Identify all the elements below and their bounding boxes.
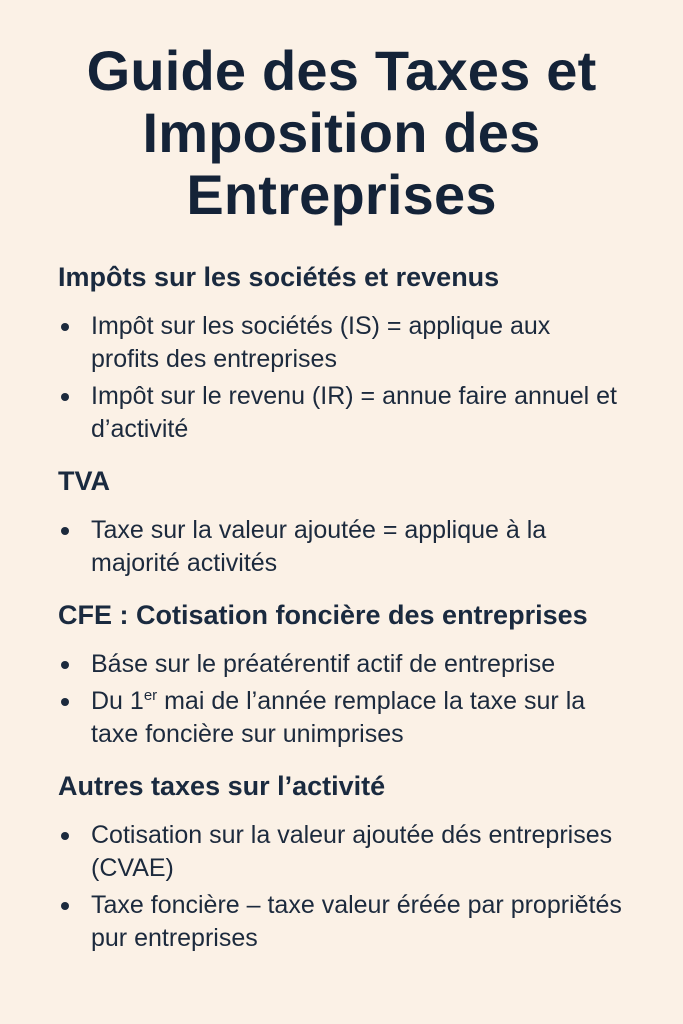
section-heading: Impôts sur les sociétés et revenus [58, 262, 500, 292]
bullet-icon [61, 832, 69, 840]
section-corporate-income-tax [58, 260, 625, 446]
list-item [58, 310, 625, 376]
list-item [58, 380, 625, 446]
bullet-icon [61, 661, 69, 669]
section-cfe [58, 598, 625, 751]
page-title: Guide des Taxes et Imposition des Entreprises [86, 39, 597, 226]
list-item-text: Cotisation sur la valeur ajoutée dés entreprises (CVAE) [91, 821, 613, 882]
list-item [58, 889, 625, 955]
bullet-list [58, 648, 625, 751]
bullet-icon [61, 527, 69, 535]
list-item-text [91, 687, 585, 748]
bullet-list [58, 514, 625, 580]
list-item [58, 648, 625, 681]
bullet-icon [61, 323, 69, 331]
list-item-text: Taxe foncière – taxe valeur éréée par propriětés pur entreprises [91, 891, 622, 952]
list-item-text: Impôt sur le revenu (IR) = annue faire annuel et d’activité [91, 382, 617, 443]
bullet-icon [61, 393, 69, 401]
section-other-taxes [58, 769, 625, 955]
bullet-list [58, 310, 625, 446]
list-item [58, 685, 625, 751]
list-item-text: Impôt sur les sociétés (IS) = applique aux profits des entreprises [91, 312, 551, 373]
list-item [58, 819, 625, 885]
bullet-list [58, 819, 625, 955]
section-heading: TVA [58, 466, 110, 496]
section-heading: Autres taxes sur l’activité [58, 771, 386, 801]
ordinal-superscript: er [143, 687, 158, 704]
section-heading: CFE : Cotisation foncière des entreprises [58, 600, 588, 630]
bullet-icon [61, 698, 69, 706]
list-item-text: Taxe sur la valeur ajoutée = applique à la majorité activités [91, 516, 547, 577]
list-item [58, 514, 625, 580]
section-vat [58, 464, 625, 580]
list-item-text-start: Du 1 [91, 687, 144, 715]
list-item-text-end: mai de l’année remplace la taxe sur la taxe foncière sur unimprises [91, 687, 586, 748]
list-item-text: Báse sur le préatérentif actif de entreprise [91, 650, 556, 678]
bullet-icon [61, 902, 69, 910]
